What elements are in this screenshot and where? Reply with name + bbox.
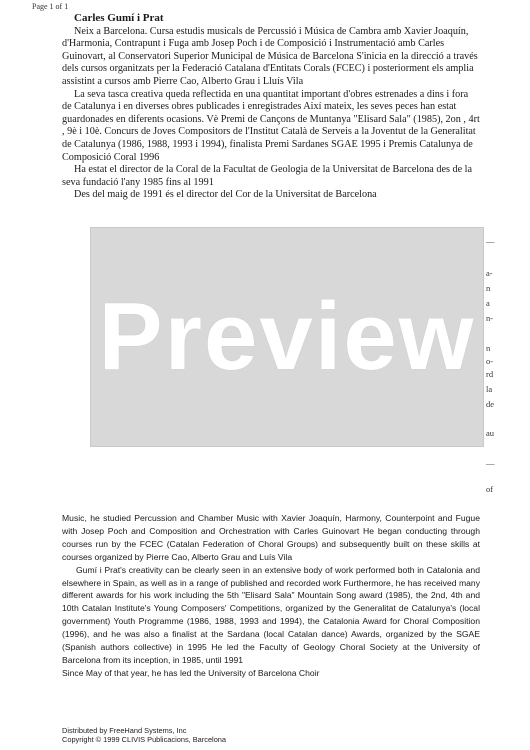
english-biography: [62, 512, 480, 680]
edge-text-fragment: rd: [486, 369, 494, 379]
preview-watermark: [90, 227, 484, 447]
english-paragraph: Since May of that year, he has led the University of Barcelona Choir: [62, 667, 320, 678]
page-indicator: Page 1 of 1: [32, 2, 69, 11]
edge-text-fragment: au: [486, 428, 495, 438]
edge-text-fragment: la: [486, 384, 493, 394]
catalan-biography: [62, 12, 480, 202]
catalan-paragraph: La seva tasca creativa queda reflectida en una quantitat important d'obres estrenades a dins i fora de Catalunya i en diverses obres publicades i enregistrades Així mateix, les seves peces han estat guardonades en diferents ocasions. Vè Premi de Cançons de Muntanya "Elisard Sala" (1985), 2on , 4rt , 9è i 10è. Concurs de Joves Compositors de l'Institut Català de Serveis a la Joventut de la Generalitat de Catalunya (1986, 1988, 1993 i 1994), finalista Premi Sardanes SGAE 1995 i Premis Catalunya de Composició Coral 1996: [62, 88, 480, 163]
edge-text-fragment: n: [486, 283, 491, 293]
english-paragraph: Music, he studied Percussion and Chamber Music with Xavier Joaquín, Harmony, Counterpoint and Fugue with Josep Poch and Composition and Orchestration with Carles Guinovart He began conducting through courses run by the FCEC (Catalan Federation of Choral Groups) and subsequently built on these skills at courses organized by Pierre Cao, Alberto Grau and Luís Vila: [62, 513, 480, 562]
catalan-paragraph: Ha estat el director de la Coral de la Facultat de Geologia de la Universitat de Barcelona des de la seva fundació l'any 1985 fins al 1991: [62, 164, 472, 188]
edge-text-fragment: de: [486, 399, 495, 409]
edge-text-fragment: a-: [486, 268, 493, 278]
edge-text-fragment: a: [486, 298, 490, 308]
copyright-line: Copyright © 1999 CLIVIS Publicacions, Barcelona: [62, 735, 227, 744]
edge-text-fragment: —: [486, 458, 495, 468]
edge-text-fragment: n-: [486, 313, 494, 323]
distributor-line: Distributed by FreeHand Systems, Inc: [62, 726, 187, 735]
catalan-paragraph: Des del maig de 1991 és el director del Cor de la Universitat de Barcelona: [74, 189, 377, 201]
edge-text-fragment: n: [486, 343, 491, 353]
edge-text-fragment: —: [486, 236, 495, 246]
preview-watermark-text: Preview: [98, 283, 476, 390]
copyright-footer: [62, 726, 226, 744]
catalan-paragraph: Neix a Barcelona. Cursa estudis musicals de Percussió i Música de Cambra amb Xavier Joaquín, d'Harmonia, Contrapunt i Fuga amb Josep Poch i de Composició i Instrumentació amb Carles Guinovart, al Conservatori Superior Municipal de Música de Barcelona S'inicia en la direcció a través dels cursos organitzats per la Federació Catalana d'Entitats Corals (FCEC) i posteriorment els amplia assistint a cursos amb Pierre Cao, Alberto Grau i Lluís Vila: [62, 25, 478, 87]
edge-text-fragment: o-: [486, 356, 494, 366]
edge-text-fragment: of: [486, 484, 494, 494]
composer-name-heading: Carles Gumí i Prat: [74, 12, 164, 24]
english-paragraph: Gumí i Prat's creativity can be clearly seen in an extensive body of work performed both in Catalonia and elsewhere in Spain, as well as in a range of published and recorded work Furthermore, he has received many different awards for his work including the 5th "Elisard Sala" Mountain Song award (1985), the 2nd, 4th and 10th Catalan Institute's Young Composers' Competitions, organized by the Generalitat de Catalunya's (local government) Youth Programme (1986, 1988, 1993 and 1994), the Catalonia Award for Choral Composition (1996), and he was also a finalist at the Sardana (local Catalan dance) Awards, organized by the SGAE (Spanish authors collective) in 1995 He led the Faculty of Geology Choral Society at the University of Barcelona from its inception, in 1985, until 1991: [62, 564, 480, 665]
